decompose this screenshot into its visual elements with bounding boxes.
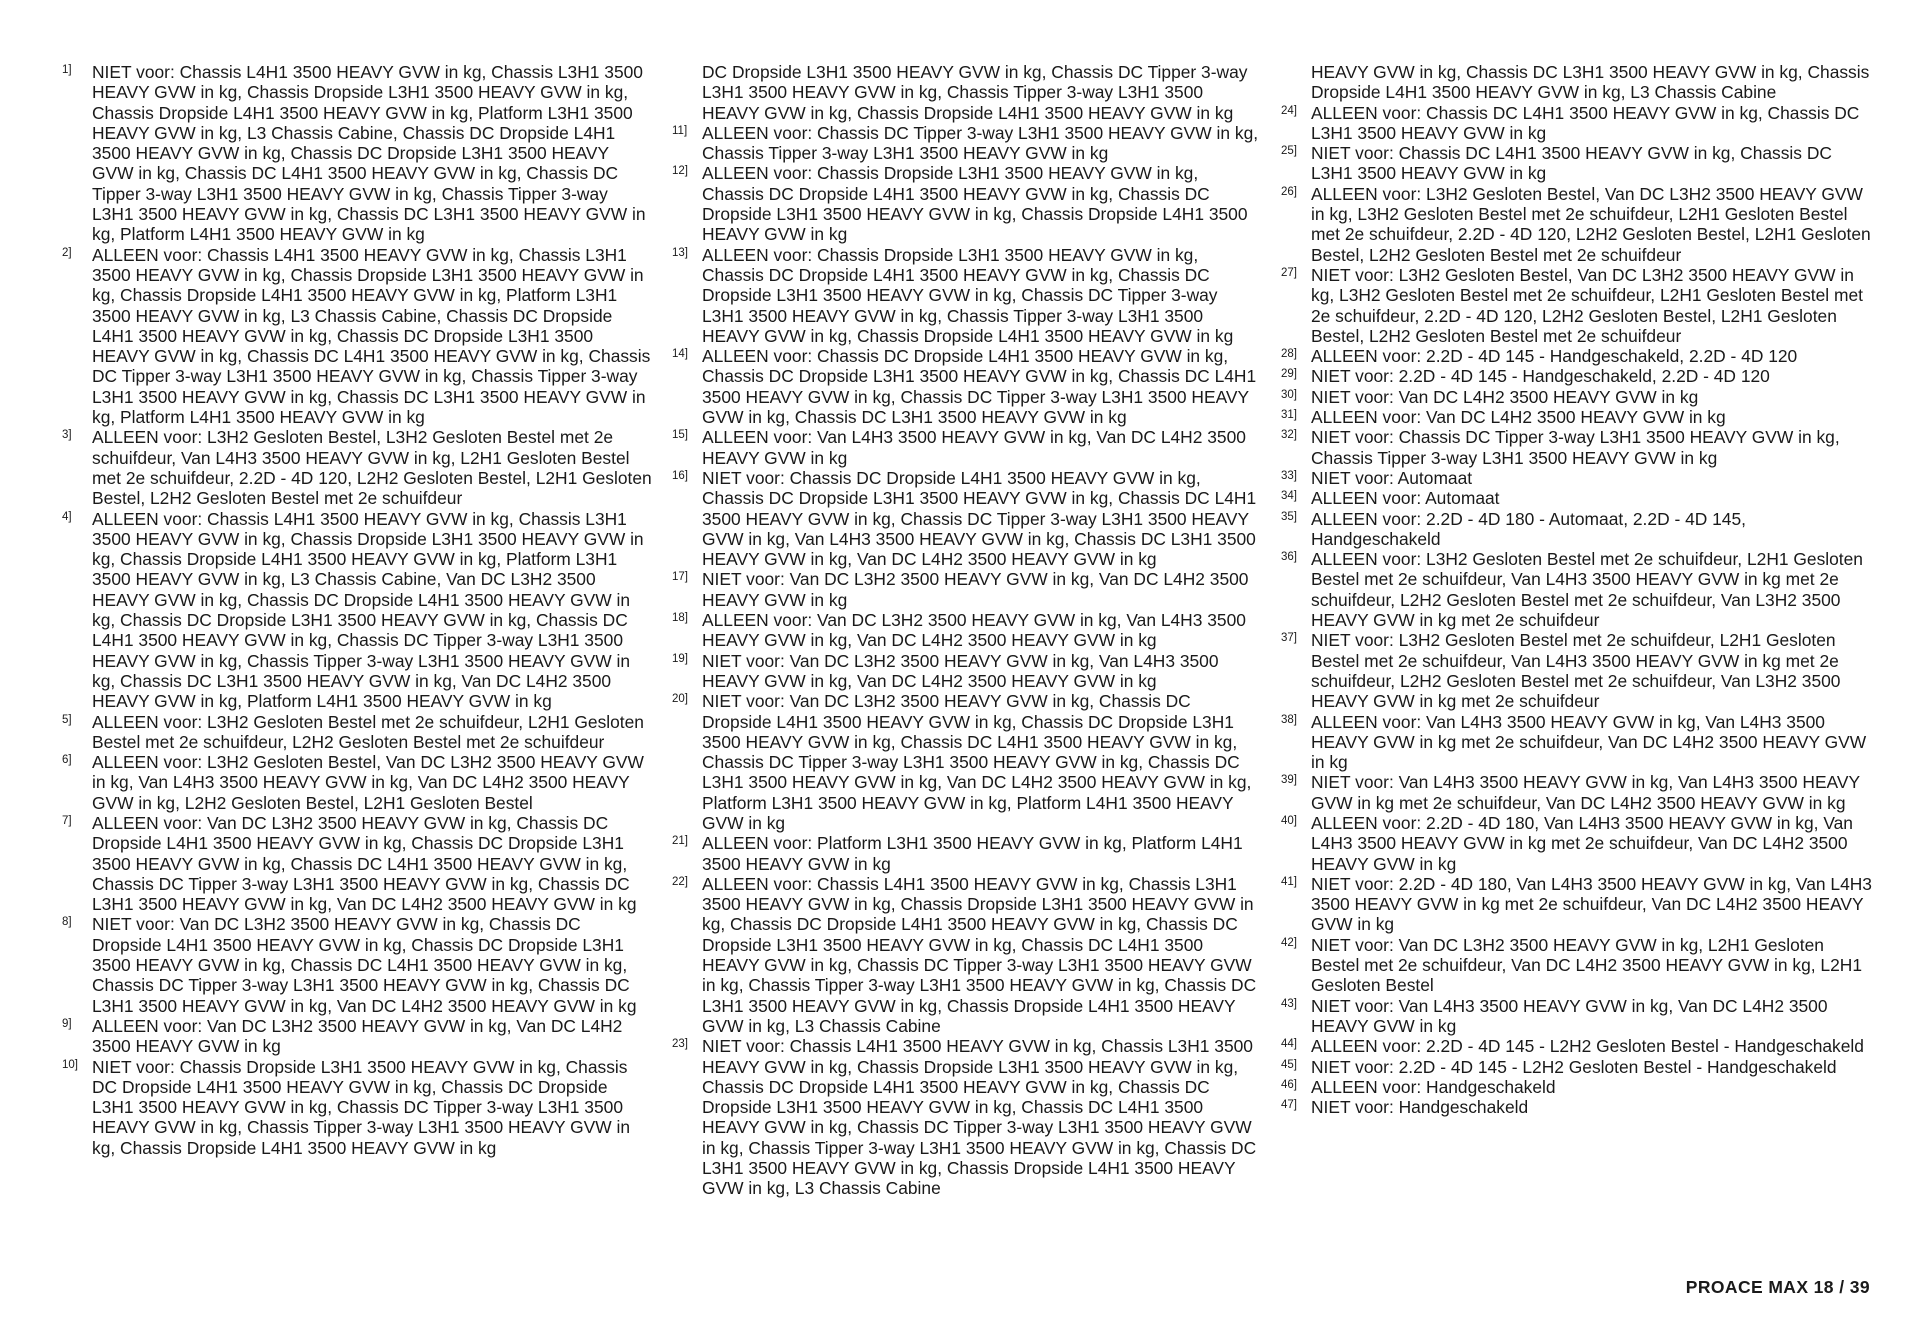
footnote-number: 44]: [1281, 1038, 1297, 1051]
footnote-text: NIET voor: Van DC L3H2 3500 HEAVY GVW in kg, Chassis DC Dropside L4H1 3500 HEAVY GVW in kg, Chassis DC Dropside L3H1 3500 HEAVY GVW in kg, Chassis DC L4H1 3500 HEAVY GVW in kg, Chassis DC Tipper 3-way L3H1 3500 HEAVY GVW in kg, Chassis DC L3H1 3500 HEAVY GVW in kg, Van DC L4H2 3500 HEAVY GVW in kg, Platform L3H1 3500 HEAVY GVW in kg, Platform L4H1 3500 HEAVY GVW in kg: [702, 691, 1252, 833]
footnote-text: NIET voor: Van L4H3 3500 HEAVY GVW in kg, Van DC L4H2 3500 HEAVY GVW in kg: [1311, 995, 1828, 1036]
footnote-number: 9]: [62, 1017, 72, 1030]
footnote-number: 12]: [672, 165, 688, 178]
footnote-item: [1281, 184, 1877, 265]
footnote-number: 26]: [1281, 185, 1297, 198]
footnote-number: 4]: [62, 510, 72, 523]
footnote-item: [1281, 549, 1877, 630]
footnote-text: ALLEEN voor: Van DC L3H2 3500 HEAVY GVW in kg, Van L4H3 3500 HEAVY GVW in kg, Van DC L4H2 3500 HEAVY GVW in kg: [702, 610, 1246, 651]
continuation-text: DC Dropside L3H1 3500 HEAVY GVW in kg, Chassis DC Tipper 3-way L3H1 3500 HEAVY GVW in kg, Chassis Tipper 3-way L3H1 3500 HEAVY GVW in kg, Chassis Dropside L4H1 3500 HEAVY GVW in kg: [702, 62, 1248, 123]
footnote-text: NIET voor: Van DC L4H2 3500 HEAVY GVW in kg: [1311, 386, 1699, 407]
footnote-item: [1281, 1097, 1877, 1117]
footnote-number: 18]: [672, 612, 688, 625]
footnote-item: [672, 468, 1262, 569]
footnote-item: [672, 346, 1262, 427]
footnote-number: 20]: [672, 693, 688, 706]
footnote-text: ALLEEN voor: Chassis Dropside L3H1 3500 HEAVY GVW in kg, Chassis DC Dropside L4H1 3500 HEAVY GVW in kg, Chassis DC Dropside L3H1 3500 HEAVY GVW in kg, Chassis DC Tipper 3-way L3H1 3500 HEAVY GVW in kg, Chassis Tipper 3-way L3H1 3500 HEAVY GVW in kg, Chassis Dropside L4H1 3500 HEAVY GVW in kg: [702, 244, 1234, 346]
footnote-text: NIET voor: 2.2D - 4D 145 - L2H2 Gesloten Bestel - Handgeschakeld: [1311, 1056, 1837, 1077]
footnote-item: [62, 1057, 652, 1158]
footnote-item: [1281, 387, 1877, 407]
footnote-text: NIET voor: Chassis DC L4H1 3500 HEAVY GVW in kg, Chassis DC L3H1 3500 HEAVY GVW in kg: [1311, 143, 1832, 184]
footnote-number: 23]: [672, 1038, 688, 1051]
footnote-number: 33]: [1281, 469, 1297, 482]
footnote-text: NIET voor: Chassis DC Tipper 3-way L3H1 3500 HEAVY GVW in kg, Chassis Tipper 3-way L3H1 3500 HEAVY GVW in kg: [1311, 427, 1840, 468]
footnote-text: NIET voor: Handgeschakeld: [1311, 1097, 1529, 1118]
footnote-item: [1281, 103, 1877, 144]
footnote-text: ALLEEN voor: Chassis DC Dropside L4H1 3500 HEAVY GVW in kg, Chassis DC Dropside L3H1 3500 HEAVY GVW in kg, Chassis DC L4H1 3500 HEAVY GVW in kg, Chassis DC Tipper 3-way L3H1 3500 HEAVY GVW in kg, Chassis DC L3H1 3500 HEAVY GVW in kg: [702, 346, 1257, 428]
footnote-number: 21]: [672, 835, 688, 848]
footnote-number: 28]: [1281, 348, 1297, 361]
footnote-number: 1]: [62, 64, 72, 76]
footnote-number: 40]: [1281, 814, 1297, 827]
footnote-text: ALLEEN voor: Chassis L4H1 3500 HEAVY GVW in kg, Chassis L3H1 3500 HEAVY GVW in kg, Chassis Dropside L3H1 3500 HEAVY GVW in kg, Chassis DC Dropside L4H1 3500 HEAVY GVW in kg, Chassis DC Dropside L3H1 3500 HEAVY GVW in kg, Chassis DC L4H1 3500 HEAVY GVW in kg, Chassis DC Tipper 3-way L3H1 3500 HEAVY GVW in kg, Chassis Tipper 3-way L3H1 3500 HEAVY GVW in kg, Chassis DC L3H1 3500 HEAVY GVW in kg, Chassis Dropside L4H1 3500 HEAVY GVW in kg, L3 Chassis Cabine: [702, 873, 1257, 1036]
footnote-item: [1281, 509, 1877, 550]
footnote-item: [672, 651, 1262, 692]
footnote-number: 35]: [1281, 510, 1297, 523]
footnote-number: 22]: [672, 875, 688, 888]
footnote-number: 10]: [62, 1058, 78, 1071]
footnote-item: [1281, 1057, 1877, 1077]
footnote-number: 47]: [1281, 1099, 1297, 1112]
footnote-text: ALLEEN voor: Handgeschakeld: [1311, 1076, 1556, 1097]
footnote-number: 30]: [1281, 388, 1297, 401]
footnote-number: 25]: [1281, 145, 1297, 158]
footnote-column-2: [672, 62, 1262, 1199]
footnote-item: [1281, 143, 1877, 184]
footnote-text: ALLEEN voor: Van DC L3H2 3500 HEAVY GVW in kg, Van DC L4H2 3500 HEAVY GVW in kg: [92, 1015, 623, 1057]
footnote-text: NIET voor: Van DC L3H2 3500 HEAVY GVW in kg, Chassis DC Dropside L4H1 3500 HEAVY GVW in kg, Chassis DC Dropside L3H1 3500 HEAVY GVW in kg, Chassis DC L4H1 3500 HEAVY GVW in kg, Chassis DC Tipper 3-way L3H1 3500 HEAVY GVW in kg, Chassis DC L3H1 3500 HEAVY GVW in kg, Van DC L4H2 3500 HEAVY GVW in kg: [92, 914, 637, 1016]
footnote-number: 27]: [1281, 266, 1297, 279]
footnote-number: 42]: [1281, 936, 1297, 949]
footnote-text: NIET voor: Van DC L3H2 3500 HEAVY GVW in kg, Van DC L4H2 3500 HEAVY GVW in kg: [702, 569, 1249, 610]
footnote-number: 31]: [1281, 409, 1297, 422]
footnote-text: NIET voor: Chassis L4H1 3500 HEAVY GVW in kg, Chassis L3H1 3500 HEAVY GVW in kg, Chassis Dropside L3H1 3500 HEAVY GVW in kg, Chassis Dropside L4H1 3500 HEAVY GVW in kg, Platform L3H1 3500 HEAVY GVW in kg, L3 Chassis Cabine, Chassis DC Dropside L4H1 3500 HEAVY GVW in kg, Chassis DC Dropside L3H1 3500 HEAVY GVW in kg, Chassis DC L4H1 3500 HEAVY GVW in kg, Chassis DC Tipper 3-way L3H1 3500 HEAVY GVW in kg, Chassis Tipper 3-way L3H1 3500 HEAVY GVW in kg, Chassis DC L3H1 3500 HEAVY GVW in kg, Platform L4H1 3500 HEAVY GVW in kg: [92, 62, 646, 245]
footnote-item: [1281, 712, 1877, 773]
footnote-number: 24]: [1281, 104, 1297, 117]
footnote-number: 15]: [672, 429, 688, 442]
footnote-text: NIET voor: Van DC L3H2 3500 HEAVY GVW in kg, Van L4H3 3500 HEAVY GVW in kg, Van DC L4H2 3500 HEAVY GVW in kg: [702, 650, 1219, 691]
footnote-column-3: [1281, 62, 1877, 1117]
footnote-item: [672, 1036, 1262, 1198]
footnote-number: 3]: [62, 429, 72, 442]
footnote-item: [1281, 1036, 1877, 1056]
footnote-text: ALLEEN voor: Chassis L4H1 3500 HEAVY GVW in kg, Chassis L3H1 3500 HEAVY GVW in kg, Chassis Dropside L3H1 3500 HEAVY GVW in kg, Chassis Dropside L4H1 3500 HEAVY GVW in kg, Platform L3H1 3500 HEAVY GVW in kg, L3 Chassis Cabine, Chassis DC Dropside L4H1 3500 HEAVY GVW in kg, Chassis DC Dropside L3H1 3500 HEAVY GVW in kg, Chassis DC L4H1 3500 HEAVY GVW in kg, Chassis DC Tipper 3-way L3H1 3500 HEAVY GVW in kg, Chassis Tipper 3-way L3H1 3500 HEAVY GVW in kg, Chassis DC L3H1 3500 HEAVY GVW in kg, Platform L4H1 3500 HEAVY GVW in kg: [92, 244, 651, 428]
footnote-text: ALLEEN voor: Chassis L4H1 3500 HEAVY GVW in kg, Chassis L3H1 3500 HEAVY GVW in kg, Chassis Dropside L3H1 3500 HEAVY GVW in kg, Chassis Dropside L4H1 3500 HEAVY GVW in kg, Platform L3H1 3500 HEAVY GVW in kg, L3 Chassis Cabine, Van DC L3H2 3500 HEAVY GVW in kg, Chassis DC Dropside L4H1 3500 HEAVY GVW in kg, Chassis DC Dropside L3H1 3500 HEAVY GVW in kg, Chassis DC L4H1 3500 HEAVY GVW in kg, Chassis DC Tipper 3-way L3H1 3500 HEAVY GVW in kg, Chassis Tipper 3-way L3H1 3500 HEAVY GVW in kg, Chassis DC L3H1 3500 HEAVY GVW in kg, Van DC L4H2 3500 HEAVY GVW in kg, Platform L4H1 3500 HEAVY GVW in kg: [92, 508, 644, 712]
footnote-text: ALLEEN voor: Automaat: [1311, 488, 1500, 509]
footnote-item: [62, 813, 652, 914]
footnote-text: ALLEEN voor: L3H2 Gesloten Bestel met 2e schuifdeur, L2H1 Gesloten Bestel met 2e schuifdeur, Van L4H3 3500 HEAVY GVW in kg met 2e schuifdeur, L2H2 Gesloten Bestel met 2e schuifdeur, Van L3H2 3500 HEAVY GVW in kg met 2e schuifdeur: [1311, 549, 1863, 631]
footnote-item: [1281, 772, 1877, 813]
footnote-number: 7]: [62, 814, 72, 827]
footnote-item: [1281, 265, 1877, 346]
footnote-number: 19]: [672, 652, 688, 665]
footnote-text: ALLEEN voor: L3H2 Gesloten Bestel, Van DC L3H2 3500 HEAVY GVW in kg, L3H2 Gesloten Bestel met 2e schuifdeur, L2H1 Gesloten Bestel met 2e schuifdeur, 2.2D - 4D 120, L2H2 Gesloten Bestel, L2H1 Gesloten Bestel, L2H2 Gesloten Bestel met 2e schuifdeur: [1311, 183, 1871, 265]
footnote-item: [1281, 813, 1877, 874]
footnote-text: NIET voor: Chassis Dropside L3H1 3500 HEAVY GVW in kg, Chassis DC Dropside L4H1 3500 HEAVY GVW in kg, Chassis DC Dropside L3H1 3500 HEAVY GVW in kg, Chassis DC Tipper 3-way L3H1 3500 HEAVY GVW in kg, Chassis Tipper 3-way L3H1 3500 HEAVY GVW in kg, Chassis Dropside L4H1 3500 HEAVY GVW in kg: [92, 1056, 631, 1158]
footnote-item: [62, 509, 652, 712]
footnote-item: [1281, 1077, 1877, 1097]
footnote-text: ALLEEN voor: L3H2 Gesloten Bestel, Van DC L3H2 3500 HEAVY GVW in kg, Van L4H3 3500 HEAVY GVW in kg, Van DC L4H2 3500 HEAVY GVW in kg, L2H2 Gesloten Bestel, L2H1 Gesloten Bestel: [92, 752, 644, 813]
footnote-number: 45]: [1281, 1058, 1297, 1071]
footnote-item: [672, 874, 1262, 1036]
footnote-number: 29]: [1281, 368, 1297, 381]
footnote-text: ALLEEN voor: 2.2D - 4D 145 - Handgeschakeld, 2.2D - 4D 120: [1311, 346, 1798, 367]
footnote-item: [62, 914, 652, 1015]
footnote-text: ALLEEN voor: Chassis DC Tipper 3-way L3H1 3500 HEAVY GVW in kg, Chassis Tipper 3-way L3H1 3500 HEAVY GVW in kg: [702, 122, 1259, 164]
footnote-text: NIET voor: Chassis L4H1 3500 HEAVY GVW in kg, Chassis L3H1 3500 HEAVY GVW in kg, Chassis Dropside L3H1 3500 HEAVY GVW in kg, Chassis DC Dropside L4H1 3500 HEAVY GVW in kg, Chassis DC Dropside L3H1 3500 HEAVY GVW in kg, Chassis DC L4H1 3500 HEAVY GVW in kg, Chassis DC Tipper 3-way L3H1 3500 HEAVY GVW in kg, Chassis Tipper 3-way L3H1 3500 HEAVY GVW in kg, Chassis DC L3H1 3500 HEAVY GVW in kg, Chassis Dropside L4H1 3500 HEAVY GVW in kg, L3 Chassis Cabine: [702, 1036, 1257, 1199]
footnote-item: [1281, 874, 1877, 935]
footnote-number: 6]: [62, 754, 72, 767]
footnote-item: [1281, 630, 1877, 711]
footnote-number: 38]: [1281, 713, 1297, 726]
footnote-column-1: [62, 62, 652, 1158]
footnote-text: ALLEEN voor: 2.2D - 4D 145 - L2H2 Gesloten Bestel - Handgeschakeld: [1311, 1036, 1864, 1057]
footnote-number: 43]: [1281, 997, 1297, 1010]
footnote-item: [1281, 996, 1877, 1037]
footnote-text: ALLEEN voor: 2.2D - 4D 180, Van L4H3 3500 HEAVY GVW in kg, Van L4H3 3500 HEAVY GVW in kg met 2e schuifdeur, Van DC L4H2 3500 HEAVY GVW in kg: [1311, 812, 1853, 874]
footnote-number: 34]: [1281, 490, 1297, 503]
footnote-text: ALLEEN voor: Van DC L4H2 3500 HEAVY GVW in kg: [1311, 407, 1726, 428]
footnote-item: [62, 427, 652, 508]
footnote-number: 37]: [1281, 632, 1297, 645]
footnote-number: 17]: [672, 571, 688, 584]
footnote-continuation: [672, 62, 1262, 123]
footnote-item: [62, 62, 652, 245]
footnote-text: NIET voor: L3H2 Gesloten Bestel, Van DC L3H2 3500 HEAVY GVW in kg, L3H2 Gesloten Bestel met 2e schuifdeur, L2H1 Gesloten Bestel met 2e schuifdeur, 2.2D - 4D 120, L2H2 Gesloten Bestel, L2H1 Gesloten Bestel, L2H2 Gesloten Bestel met 2e schuifdeur: [1311, 264, 1863, 346]
footnote-item: [1281, 407, 1877, 427]
footnote-item: [672, 833, 1262, 874]
page-footer: PROACE MAX 18 / 39: [1685, 1277, 1870, 1297]
footnote-item: [1281, 366, 1877, 386]
footnote-number: 36]: [1281, 551, 1297, 564]
footnote-continuation: [1281, 62, 1877, 103]
footnote-number: 14]: [672, 348, 688, 361]
footnote-item: [672, 123, 1262, 164]
footnote-item: [672, 427, 1262, 468]
footnote-item: [62, 245, 652, 428]
footnote-item: [62, 712, 652, 753]
footnote-item: [1281, 935, 1877, 996]
footnote-item: [1281, 427, 1877, 468]
footnote-text: NIET voor: Automaat: [1311, 467, 1473, 488]
footnote-text: ALLEEN voor: L3H2 Gesloten Bestel, L3H2 Gesloten Bestel met 2e schuifdeur, Van L4H3 3500 HEAVY GVW in kg, L2H1 Gesloten Bestel met 2e schuifdeur, 2.2D - 4D 120, L2H2 Gesloten Bestel, L2H1 Gesloten Bestel, L2H2 Gesloten Bestel met 2e schuifdeur: [92, 427, 652, 509]
footnote-text: NIET voor: Chassis DC Dropside L4H1 3500 HEAVY GVW in kg, Chassis DC Dropside L3H1 3500 HEAVY GVW in kg, Chassis DC L4H1 3500 HEAVY GVW in kg, Chassis DC Tipper 3-way L3H1 3500 HEAVY GVW in kg, Van L4H3 3500 HEAVY GVW in kg, Chassis DC L3H1 3500 HEAVY GVW in kg, Van DC L4H2 3500 HEAVY GVW in kg: [702, 467, 1257, 570]
continuation-text: HEAVY GVW in kg, Chassis DC L3H1 3500 HEAVY GVW in kg, Chassis Dropside L4H1 3500 HEAVY GVW in kg, L3 Chassis Cabine: [1311, 62, 1870, 103]
footnote-number: 16]: [672, 469, 688, 482]
footnote-text: ALLEEN voor: Chassis DC L4H1 3500 HEAVY GVW in kg, Chassis DC L3H1 3500 HEAVY GVW in kg: [1311, 102, 1860, 143]
footnote-text: NIET voor: L3H2 Gesloten Bestel met 2e schuifdeur, L2H1 Gesloten Bestel met 2e schuifdeur, Van L4H3 3500 HEAVY GVW in kg met 2e schuifdeur, L2H2 Gesloten Bestel met 2e schuifdeur, Van L3H2 3500 HEAVY GVW in kg met 2e schuifdeur: [1311, 630, 1841, 712]
footnote-number: 13]: [672, 246, 688, 259]
footnote-number: 41]: [1281, 875, 1297, 888]
footnote-item: [672, 245, 1262, 346]
footnote-text: NIET voor: 2.2D - 4D 145 - Handgeschakeld, 2.2D - 4D 120: [1311, 366, 1770, 387]
footnote-number: 39]: [1281, 774, 1297, 787]
footnote-item: [1281, 488, 1877, 508]
footnote-number: 11]: [672, 124, 688, 137]
footnote-text: ALLEEN voor: Chassis Dropside L3H1 3500 HEAVY GVW in kg, Chassis DC Dropside L4H1 3500 HEAVY GVW in kg, Chassis DC Dropside L3H1 3500 HEAVY GVW in kg, Chassis Dropside L4H1 3500 HEAVY GVW in kg: [702, 163, 1248, 245]
footnote-text: NIET voor: 2.2D - 4D 180, Van L4H3 3500 HEAVY GVW in kg, Van L4H3 3500 HEAVY GVW in kg met 2e schuifdeur, Van DC L4H2 3500 HEAVY GVW in kg: [1311, 873, 1872, 935]
footnote-item: [62, 752, 652, 813]
footnote-text: ALLEEN voor: Van L4H3 3500 HEAVY GVW in kg, Van DC L4H2 3500 HEAVY GVW in kg: [702, 427, 1246, 468]
footnote-text: ALLEEN voor: Platform L3H1 3500 HEAVY GVW in kg, Platform L4H1 3500 HEAVY GVW in kg: [702, 833, 1243, 874]
footnote-number: 2]: [62, 246, 72, 259]
footnote-item: [672, 691, 1262, 833]
footnote-item: [1281, 346, 1877, 366]
footnote-text: NIET voor: Van L4H3 3500 HEAVY GVW in kg, Van L4H3 3500 HEAVY GVW in kg met 2e schuifdeur, Van DC L4H2 3500 HEAVY GVW in kg: [1311, 772, 1860, 813]
footnote-item: [672, 163, 1262, 244]
footnote-item: [62, 1016, 652, 1057]
footnote-text: ALLEEN voor: L3H2 Gesloten Bestel met 2e schuifdeur, L2H1 Gesloten Bestel met 2e schuifdeur, L2H2 Gesloten Bestel met 2e schuifdeur: [92, 711, 644, 752]
footnote-text: ALLEEN voor: Van DC L3H2 3500 HEAVY GVW in kg, Chassis DC Dropside L4H1 3500 HEAVY GVW in kg, Chassis DC Dropside L3H1 3500 HEAVY GVW in kg, Chassis DC L4H1 3500 HEAVY GVW in kg, Chassis DC Tipper 3-way L3H1 3500 HEAVY GVW in kg, Chassis DC L3H1 3500 HEAVY GVW in kg, Van DC L4H2 3500 HEAVY GVW in kg: [92, 812, 637, 915]
footnote-text: ALLEEN voor: 2.2D - 4D 180 - Automaat, 2.2D - 4D 145, Handgeschakeld: [1311, 508, 1746, 549]
footnote-number: 8]: [62, 916, 72, 929]
footnote-number: 46]: [1281, 1078, 1297, 1091]
footnote-item: [672, 610, 1262, 651]
footnote-text: ALLEEN voor: Van L4H3 3500 HEAVY GVW in kg, Van L4H3 3500 HEAVY GVW in kg met 2e schuifdeur, Van DC L4H2 3500 HEAVY GVW in kg: [1311, 711, 1867, 773]
footnote-item: [672, 569, 1262, 610]
footnote-number: 5]: [62, 713, 72, 726]
footnote-number: 32]: [1281, 429, 1297, 442]
footnote-text: NIET voor: Van DC L3H2 3500 HEAVY GVW in kg, L2H1 Gesloten Bestel met 2e schuifdeur, Van DC L4H2 3500 HEAVY GVW in kg, L2H1 Gesloten Bestel: [1311, 934, 1862, 996]
footnote-item: [1281, 468, 1877, 488]
